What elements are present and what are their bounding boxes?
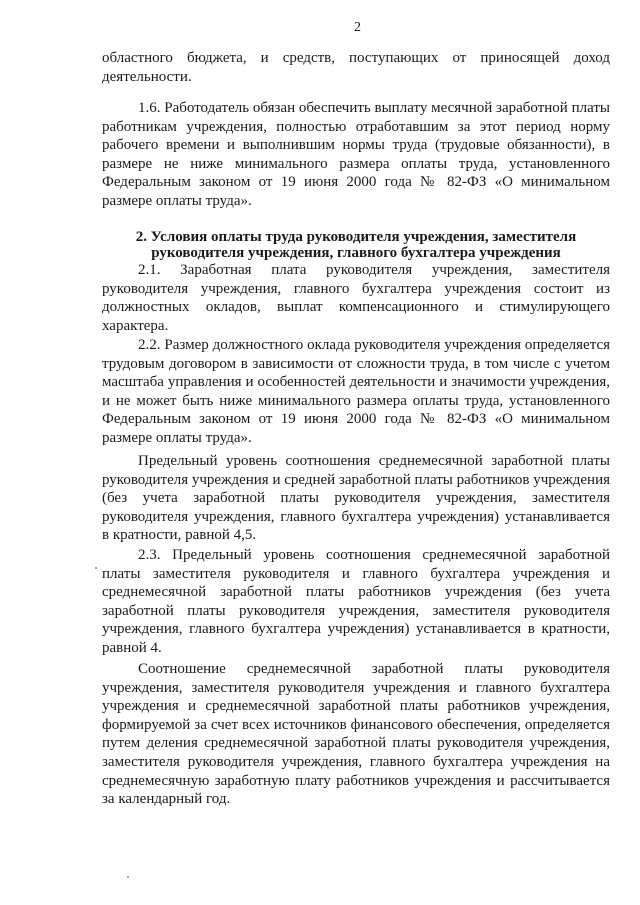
paragraph-ratio-calculation: Соотношение среднемесячной заработной платы руководителя учреждения, заместителя руководителя учреждения и главного бухгалтера учреждения и среднемесячной заработной платы работников учреждения, формируемой за счет всех источников финансового обеспечения, определяется путем деления среднемесячной заработной платы руководителя учреждения, заместителя руководителя учреждения, главного бухгалтера учреждения на среднемесячную заработную плату работников учреждения и рассчитывается за календарный год. [102, 661, 610, 808]
section-2-heading: 2. Условия оплаты труда руководителя учреждения, заместителя руководителя учреждения, главного бухгалтера учреждения [135, 229, 577, 261]
paragraph-1-6: 1.6. Работодатель обязан обеспечить выплату месячной заработной платы работникам учреждения, полностью отработавшим за этот период норму рабочего времени и выполнившим нормы труда (трудовые обязанности), в размере не ниже минимального размера оплаты труда, установленного Федеральным законом от 19 июня 2000 года № 82-ФЗ «О минимальном размере оплаты труда». [102, 100, 610, 209]
paragraph-2-2: 2.2. Размер должностного оклада руководителя учреждения определяется трудовым договором в зависимости от сложности труда, в том числе с учетом масштаба управления и особенностей деятельности и значимости учреждения, и не может быть ниже минимального размера оплаты труда, установленного Федеральным законом от 19 июня 2000 года № 82-ФЗ «О минимальном размере оплаты труда». [102, 337, 610, 446]
scan-speck [95, 567, 97, 569]
paragraph-ratio-head: Предельный уровень соотношения среднемесячной заработной платы руководителя учреждения и средней заработной платы работников учреждения (без учета заработной платы руководителя учреждения, заместителя руководителя учреждения, главного бухгалтера учреждения) устанавливается в кратности, равной 4,5. [102, 453, 611, 544]
paragraph-2-3: 2.3. Предельный уровень соотношения среднемесячной заработной платы заместителя руководителя и главного бухгалтера учреждения и среднемесячной заработной платы работников учреждения (без учета заработной платы руководителя учреждения, заместителя руководителя учреждения, главного бухгалтера учреждения) устанавливается в кратности, равной 4. [102, 547, 610, 656]
paragraph-budget-continuation: областного бюджета, и средств, поступающих от приносящей доход деятельности. [102, 50, 610, 85]
page-number: 2 [354, 20, 361, 35]
paragraph-2-1: 2.1. Заработная плата руководителя учреждения, заместителя руководителя учреждения, главного бухгалтера учреждения состоит из должностных окладов, выплат компенсационного и стимулирующего характера. [102, 262, 610, 334]
scan-speck [127, 876, 129, 878]
